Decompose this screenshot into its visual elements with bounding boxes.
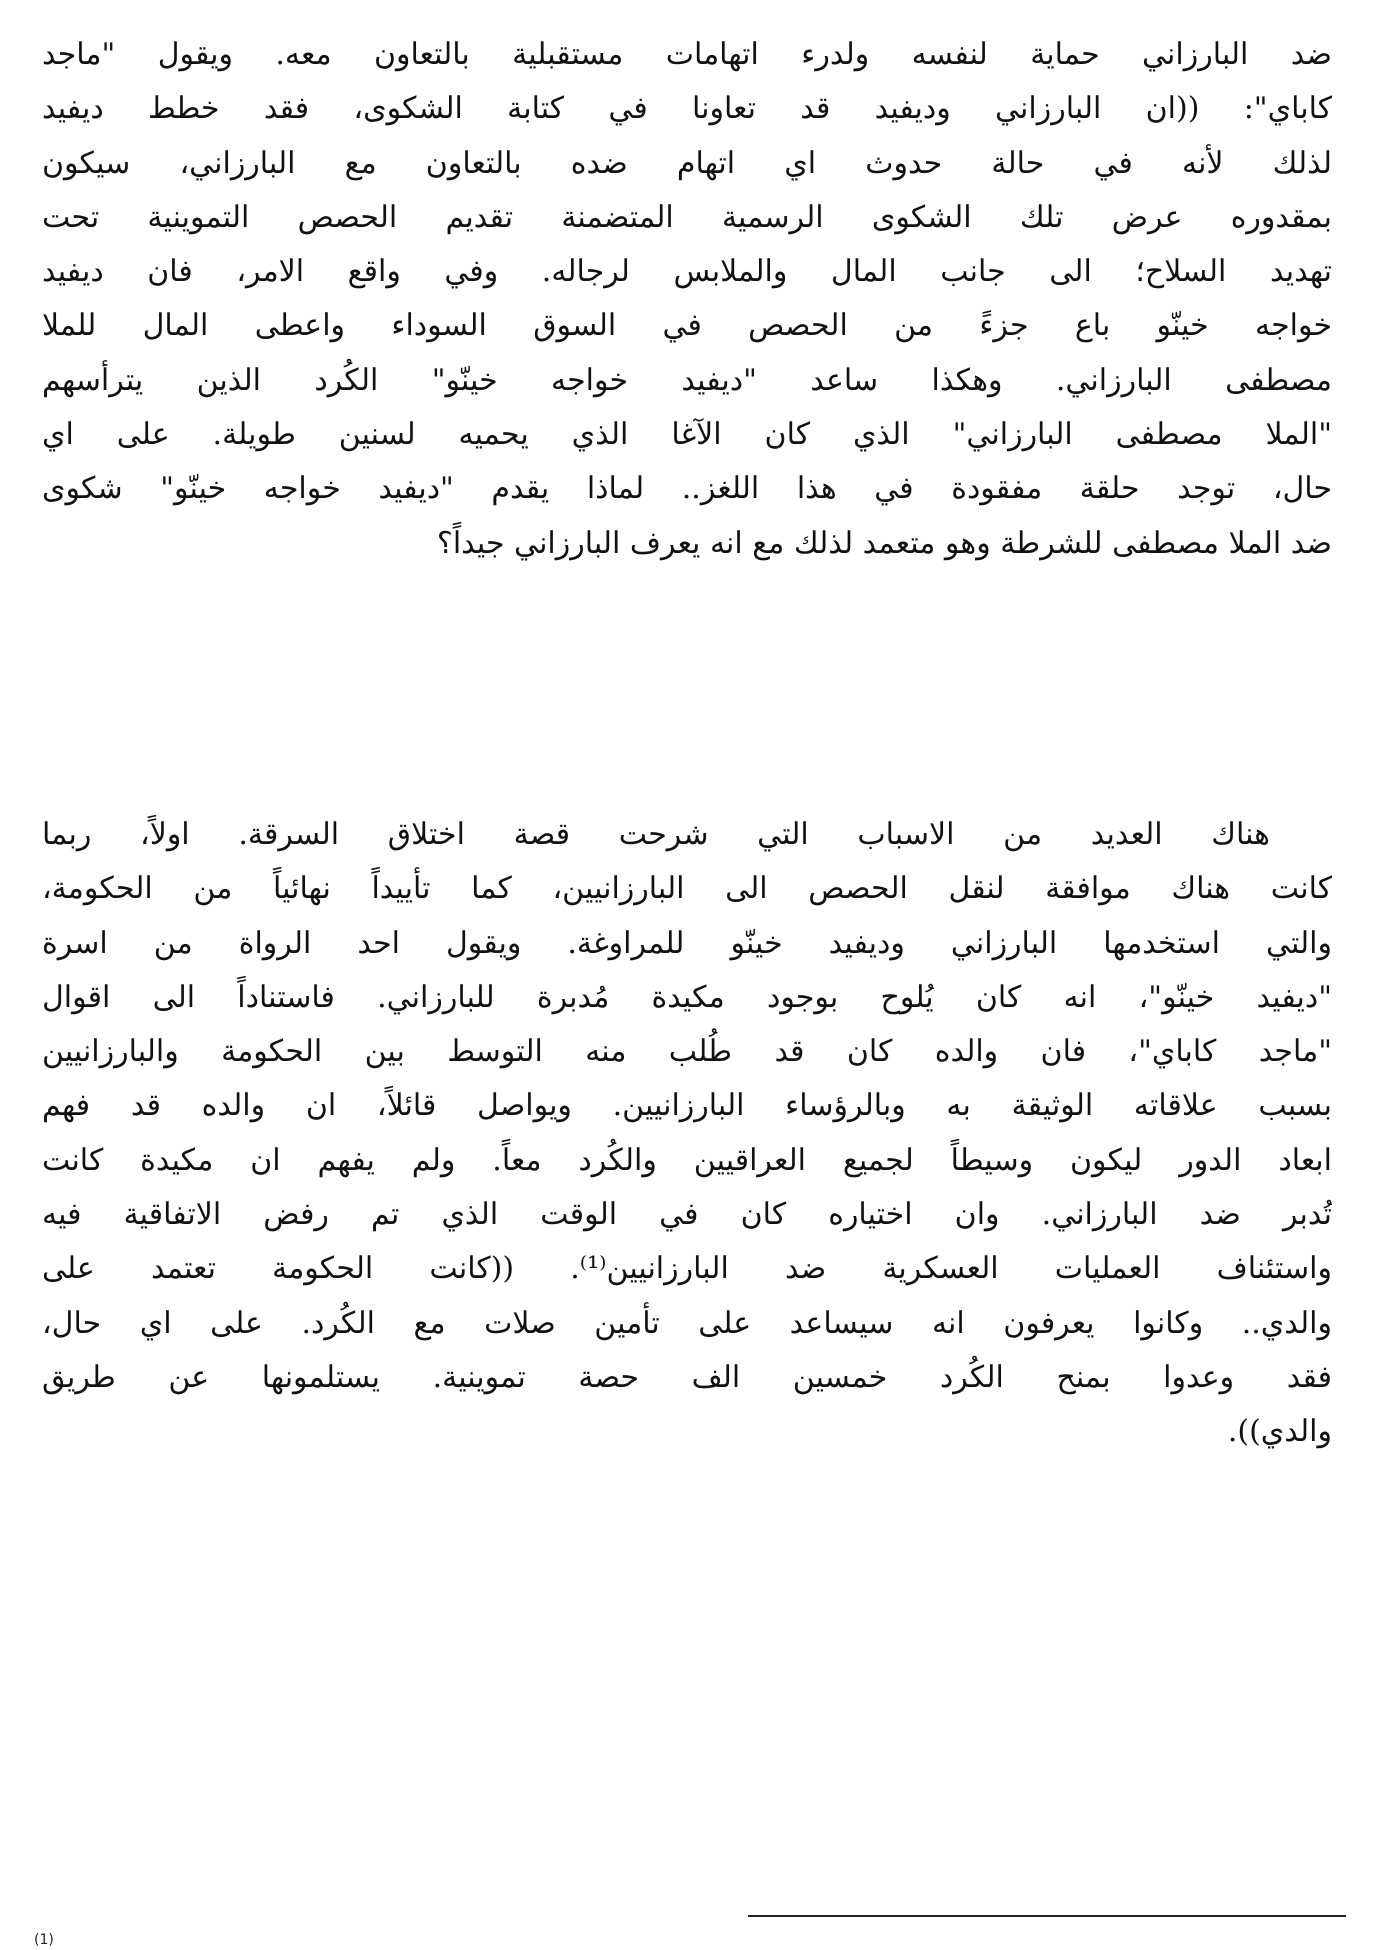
text-line: ابعاد الدور ليكون وسيطاً لجميع العراقيين والكُرد معاً. ولم يفهم ان مكيدة كانت — [42, 1142, 1332, 1178]
footnote-marker: (1) — [34, 1932, 54, 1948]
text-line: واستئناف العمليات العسكرية ضد البارزانيين⁽¹⁾. ((كانت الحكومة تعتمد على — [42, 1251, 1332, 1287]
text-line: "ديفيد خينّو"، انه كان يُلوح بوجود مكيدة مُدبرة للبارزاني. فاستناداً الى اقوال — [42, 979, 1332, 1015]
text-line: مصطفى البارزاني. وهكذا ساعد "ديفيد خواجه خينّو" الكُرد الذين يترأسهم — [42, 362, 1332, 398]
text-line: تُدبر ضد البارزاني. وان اختياره كان في الوقت الذي تم رفض الاتفاقية فيه — [42, 1197, 1332, 1233]
text-line: ضد الملا مصطفى للشرطة وهو متعمد لذلك مع انه يعرف البارزاني جيداً؟ — [436, 525, 1332, 561]
text-line: لذلك لأنه في حالة حدوث اي اتهام ضده بالتعاون مع البارزاني، سيكون — [42, 145, 1332, 181]
paragraph-1 — [42, 28, 1332, 571]
text-line: فقد وعدوا بمنح الكُرد خمسين الف حصة تموينية. يستلمونها عن طريق — [42, 1359, 1332, 1395]
text-line: والدي.. وكانوا يعرفون انه سيساعد على تأمين صلات مع الكُرد. على اي حال، — [42, 1305, 1332, 1341]
text-line: بسبب علاقاته الوثيقة به وبالرؤساء البارزانيين. ويواصل قائلاً، ان والده قد فهم — [42, 1088, 1332, 1124]
footnote-divider — [748, 1915, 1346, 1917]
text-line: كاباي": ((ان البارزاني وديفيد قد تعاونا في كتابة الشكوى، فقد خطط ديفيد — [42, 91, 1332, 127]
text-line: ضد البارزاني حماية لنفسه ولدرء اتهامات مستقبلية بالتعاون معه. ويقول "ماجد — [42, 37, 1332, 72]
text-line: والدي)). — [1227, 1414, 1332, 1450]
paragraph-2 — [42, 808, 1332, 1460]
text-line: والتي استخدمها البارزاني وديفيد خينّو للمراوغة. ويقول احد الرواة من اسرة — [42, 925, 1332, 961]
text-line: خواجه خينّو باع جزءً من الحصص في السوق السوداء واعطى المال للملا — [42, 308, 1332, 344]
text-line: حال، توجد حلقة مفقودة في هذا اللغز.. لماذا يقدم "ديفيد خواجه خينّو" شكوى — [42, 471, 1332, 507]
text-line: "الملا مصطفى البارزاني" الذي كان الآغا الذي يحميه لسنين طويلة. على اي — [42, 417, 1332, 453]
text-line: بمقدوره عرض تلك الشكوى الرسمية المتضمنة تقديم الحصص التموينية تحت — [42, 199, 1332, 235]
text-line: هناك العديد من الاسباب التي شرحت قصة اختلاق السرقة. اولاً، ربما — [42, 817, 1270, 852]
text-line: تهديد السلاح؛ الى جانب المال والملابس لرجاله. وفي واقع الامر، فان ديفيد — [42, 254, 1332, 290]
text-line: كانت هناك موافقة لنقل الحصص الى البارزانيين، كما تأييداً نهائياً من الحكومة، — [42, 871, 1332, 907]
text-line: "ماجد كاباي"، فان والده كان قد طُلب منه التوسط بين الحكومة والبارزانيين — [42, 1034, 1332, 1070]
